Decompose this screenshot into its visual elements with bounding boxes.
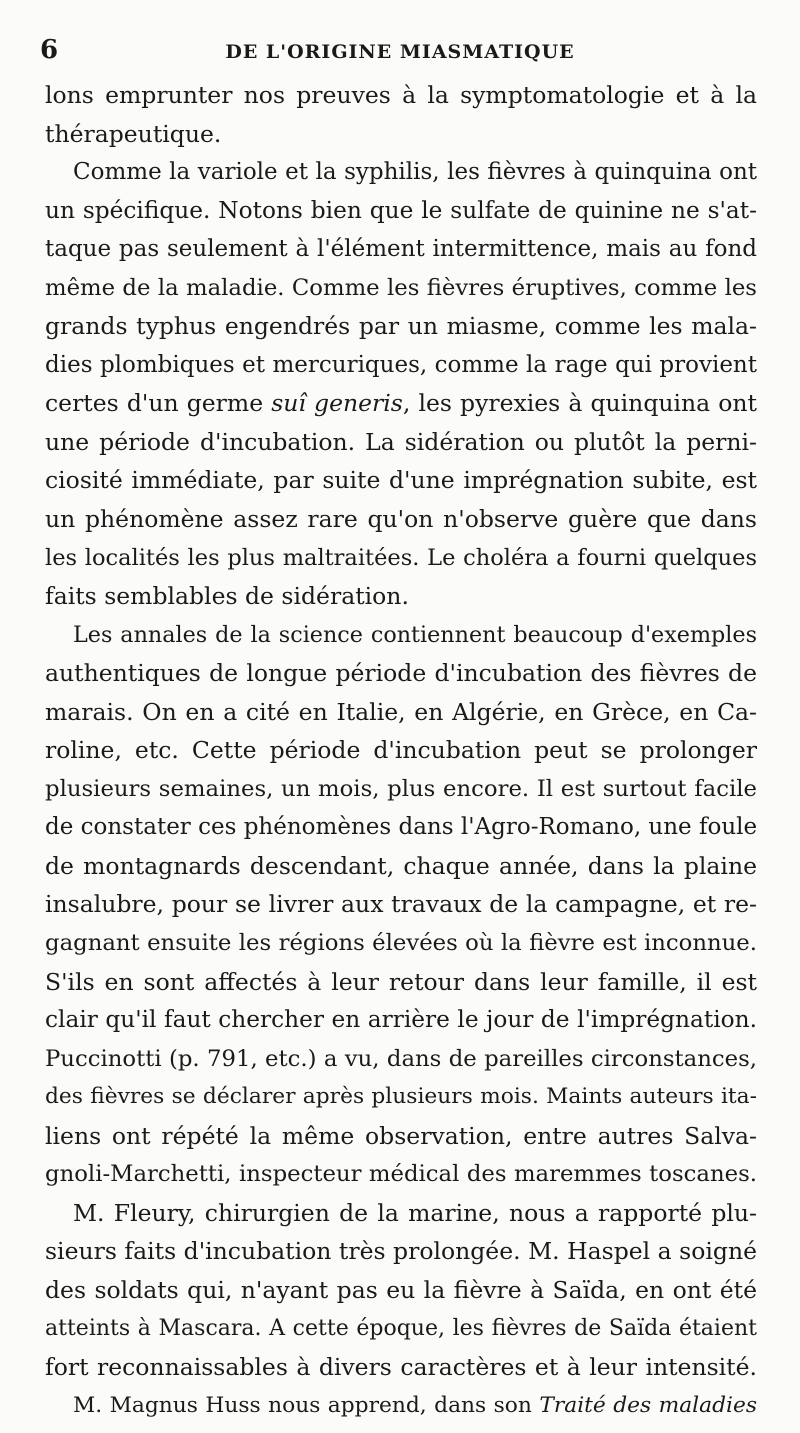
text-line: [45, 230, 757, 269]
body-text: [45, 76, 757, 1425]
text-line: [45, 76, 757, 115]
text-line: [45, 539, 757, 578]
line-text: certes d'un germe: [45, 389, 272, 418]
line-text: authentiques de longue période d'incubation des fièvres de: [45, 659, 757, 688]
text-line: [45, 384, 757, 423]
text-line: [45, 307, 757, 346]
text-line: [45, 115, 757, 154]
page-header: [36, 30, 764, 70]
line-text: même de la maladie. Comme les fièvres éruptives, comme les: [45, 274, 757, 301]
text-line: [45, 500, 757, 539]
line-text: Les annales de la science contiennent beaucoup d'exemples: [73, 621, 757, 648]
text-line: [45, 1194, 757, 1233]
line-text: lons emprunter nos preuves à la symptomatologie et à la: [45, 81, 757, 109]
italic-term: Traité des maladies: [539, 1392, 757, 1418]
line-text: fort reconnaissables à divers caractères et à leur intensité.: [45, 1353, 757, 1382]
line-text: thérapeutique.: [45, 119, 222, 148]
line-text: Puccinotti (p. 791, etc.) a vu, dans de pareilles circonstances,: [45, 1045, 757, 1072]
text-line: [45, 269, 757, 308]
text-line: [45, 1001, 757, 1040]
text-line: [45, 1155, 757, 1194]
text-line: [45, 963, 757, 1002]
line-text: sieurs faits d'incubation très prolongée. M. Haspel a soigné: [45, 1237, 757, 1266]
line-text: un phénomène assez rare qu'on n'observe guère que dans: [45, 505, 757, 534]
text-line: [45, 847, 757, 886]
line-text: taque pas seulement à l'élément intermittence, mais au fond: [45, 236, 757, 263]
text-line: [45, 731, 757, 770]
text-line: [45, 423, 757, 462]
line-text: les localités les plus maltraitées. Le choléra a fourni quelques: [45, 544, 757, 571]
text-line: [45, 461, 757, 500]
text-line: [45, 1117, 757, 1156]
text-line: [45, 1040, 757, 1079]
text-line: [45, 1271, 757, 1310]
line-text: dies plombiques et mercuriques, comme la rage qui provient: [45, 351, 757, 378]
line-text: Comme la variole et la syphilis, les fièvres à quinquina ont: [73, 159, 757, 186]
line-text: S'ils en sont affectés à leur retour dans leur famille, il est: [45, 967, 757, 996]
text-line: [45, 1348, 757, 1387]
text-line: [45, 693, 757, 732]
line-text: insalubre, pour se livrer aux travaux de la campagne, et re-: [45, 890, 757, 919]
italic-term: suî generis: [271, 389, 403, 418]
text-line: [45, 1078, 757, 1117]
line-text: ciosité immédiate, par suite d'une imprégnation subite, est: [45, 466, 757, 495]
line-text: gnoli-Marchetti, inspecteur médical des maremmes toscanes.: [45, 1161, 757, 1188]
page-number: 6: [40, 35, 59, 65]
line-text: roline, etc. Cette période d'incubation peut se prolonger: [45, 736, 757, 765]
text-line: [45, 192, 757, 231]
line-text: de constater ces phénomènes dans l'Agro-Romano, une foule: [45, 814, 757, 841]
line-text: M. Magnus Huss nous apprend, dans son: [73, 1392, 540, 1418]
text-line: [45, 577, 757, 616]
text-line: [45, 346, 757, 385]
text-line: [45, 924, 757, 963]
running-head: DE L'ORIGINE MIASMATIQUE: [225, 41, 575, 63]
text-line: [45, 1232, 757, 1271]
text-line: [45, 1310, 757, 1349]
text-line: [45, 1387, 757, 1426]
text-line: [45, 153, 757, 192]
line-text: M. Fleury, chirurgien de la marine, nous a rapporté plu-: [73, 1198, 757, 1227]
line-text: clair qu'il faut chercher en arrière le jour de l'imprégnation.: [45, 1006, 757, 1034]
text-line: [45, 885, 757, 924]
line-text: des fièvres se déclarer après plusieurs mois. Maints auteurs ita-: [45, 1084, 757, 1110]
line-text: liens ont répété la même observation, entre autres Salva-: [45, 1121, 757, 1150]
line-text: faits semblables de sidération.: [45, 582, 409, 611]
line-text: de montagnards descendant, chaque année, dans la plaine: [45, 851, 757, 880]
line-text: un spécifique. Notons bien que le sulfate de quinine ne s'at-: [45, 196, 757, 224]
text-line: [45, 616, 757, 655]
line-text: plusieurs semaines, un mois, plus encore. Il est surtout facile: [45, 775, 757, 802]
line-text: une période d'incubation. La sidération ou plutôt la perni-: [45, 427, 757, 456]
line-text: atteints à Mascara. A cette époque, les fièvres de Saïda étaient: [45, 1315, 757, 1341]
line-text: , les pyrexies à quinquina ont: [402, 389, 757, 418]
text-line: [45, 808, 757, 847]
text-line: [45, 770, 757, 809]
line-text: des soldats qui, n'ayant pas eu la fièvre à Saïda, en ont été: [45, 1275, 757, 1304]
line-text: gagnant ensuite les régions élevées où la fièvre est inconnue.: [45, 930, 757, 957]
line-text: grands typhus engendrés par un miasme, comme les mala-: [45, 312, 757, 341]
text-line: [45, 654, 757, 693]
line-text: marais. On en a cité en Italie, en Algérie, en Grèce, en Ca-: [45, 697, 757, 726]
